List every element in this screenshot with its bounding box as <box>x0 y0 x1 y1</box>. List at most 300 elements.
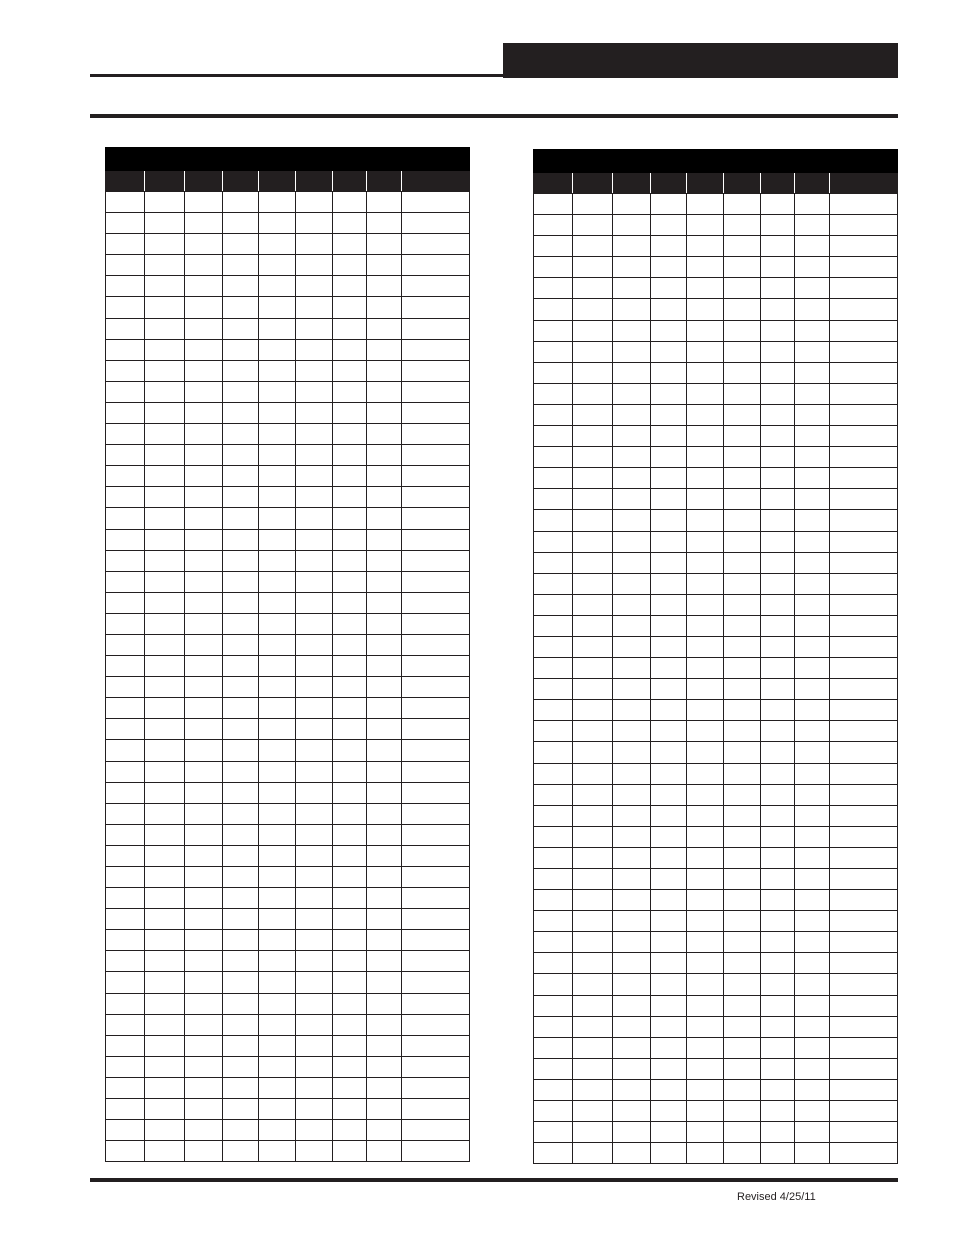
table-cell <box>145 719 185 740</box>
table-cell <box>761 1143 795 1164</box>
table-cell <box>367 424 402 445</box>
table-cell <box>795 658 830 679</box>
table-cell <box>259 487 296 508</box>
table-cell <box>333 255 367 276</box>
header-rule <box>90 74 504 77</box>
table-cell <box>761 278 795 299</box>
table-row <box>106 845 470 866</box>
table-cell <box>830 362 898 383</box>
table-row <box>106 782 470 803</box>
table-cell <box>534 1058 573 1079</box>
table-cell <box>333 1120 367 1141</box>
table-cell <box>613 890 651 911</box>
table-row <box>534 1079 898 1100</box>
table-cell <box>367 719 402 740</box>
table-cell <box>296 845 333 866</box>
table-cell <box>367 529 402 550</box>
table-cell <box>724 932 761 953</box>
table-cell <box>613 468 651 489</box>
table-cell <box>259 1035 296 1056</box>
table-cell <box>795 468 830 489</box>
table-cell <box>830 404 898 425</box>
table-cell <box>185 550 223 571</box>
table-cell <box>830 615 898 636</box>
table-cell <box>830 320 898 341</box>
table-cell <box>613 700 651 721</box>
table-cell <box>534 700 573 721</box>
table-cell <box>106 867 145 888</box>
table-row <box>106 888 470 909</box>
table-cell <box>145 677 185 698</box>
table-cell <box>223 466 259 487</box>
table-cell <box>367 613 402 634</box>
table-cell <box>145 339 185 360</box>
table-cell <box>402 381 470 402</box>
table-cell <box>724 489 761 510</box>
table-cell <box>367 571 402 592</box>
table-cell <box>795 510 830 531</box>
table-cell <box>367 466 402 487</box>
table-cell <box>795 320 830 341</box>
table-cell <box>573 1101 613 1122</box>
table-cell <box>687 1016 724 1037</box>
table-cell <box>613 215 651 236</box>
table-cell <box>185 339 223 360</box>
table-cell <box>724 362 761 383</box>
table-cell <box>185 613 223 634</box>
table-cell <box>534 278 573 299</box>
table-cell <box>651 383 687 404</box>
table-cell <box>534 658 573 679</box>
table-cell <box>367 1141 402 1162</box>
table-row <box>106 381 470 402</box>
table-cell <box>333 529 367 550</box>
table-cell <box>106 719 145 740</box>
table-cell <box>402 656 470 677</box>
table-cell <box>761 468 795 489</box>
table-row <box>106 634 470 655</box>
table-cell <box>830 1122 898 1143</box>
table-cell <box>296 318 333 339</box>
table-cell <box>185 424 223 445</box>
table-cell <box>761 362 795 383</box>
table-cell <box>651 721 687 742</box>
table-cell <box>185 1077 223 1098</box>
table-cell <box>613 847 651 868</box>
table-cell <box>795 1058 830 1079</box>
table-cell <box>402 761 470 782</box>
table-cell <box>333 909 367 930</box>
table-cell <box>106 466 145 487</box>
table-cell <box>367 1056 402 1077</box>
table-cell <box>761 742 795 763</box>
table-cell <box>613 320 651 341</box>
table-cell <box>333 782 367 803</box>
table-cell <box>296 487 333 508</box>
table-cell <box>259 213 296 234</box>
table-row <box>534 826 898 847</box>
table-cell <box>651 341 687 362</box>
table-cell <box>333 424 367 445</box>
table-cell <box>724 278 761 299</box>
table-cell <box>259 824 296 845</box>
table-cell <box>795 636 830 657</box>
table-cell <box>106 677 145 698</box>
table-cell <box>402 803 470 824</box>
table-cell <box>573 531 613 552</box>
table-cell <box>573 468 613 489</box>
table-cell <box>145 255 185 276</box>
table-cell <box>830 869 898 890</box>
table-cell <box>145 402 185 423</box>
table-cell <box>724 552 761 573</box>
table-cell <box>259 297 296 318</box>
left-table-header <box>106 171 470 192</box>
table-cell <box>223 381 259 402</box>
table-cell <box>402 867 470 888</box>
table-cell <box>185 213 223 234</box>
table-cell <box>573 953 613 974</box>
table-cell <box>106 550 145 571</box>
table-cell <box>573 215 613 236</box>
table-row <box>106 1141 470 1162</box>
table-cell <box>185 255 223 276</box>
table-cell <box>830 700 898 721</box>
table-cell <box>830 911 898 932</box>
table-cell <box>534 615 573 636</box>
table-cell <box>106 951 145 972</box>
table-cell <box>534 383 573 404</box>
table-cell <box>573 847 613 868</box>
table-cell <box>367 930 402 951</box>
table-cell <box>830 299 898 320</box>
table-cell <box>613 721 651 742</box>
table-row <box>106 592 470 613</box>
table-cell <box>613 826 651 847</box>
table-cell <box>795 531 830 552</box>
table-cell <box>724 679 761 700</box>
table-cell <box>259 1077 296 1098</box>
table-cell <box>534 1122 573 1143</box>
table-cell <box>687 721 724 742</box>
table-cell <box>223 845 259 866</box>
table-row <box>534 468 898 489</box>
table-cell <box>761 953 795 974</box>
table-cell <box>367 634 402 655</box>
table-cell <box>534 362 573 383</box>
table-cell <box>687 826 724 847</box>
table-cell <box>106 845 145 866</box>
table-cell <box>651 1122 687 1143</box>
table-cell <box>724 953 761 974</box>
table-cell <box>259 867 296 888</box>
table-cell <box>651 763 687 784</box>
table-cell <box>402 909 470 930</box>
table-cell <box>651 468 687 489</box>
table-cell <box>830 784 898 805</box>
table-cell <box>333 1056 367 1077</box>
table-cell <box>185 487 223 508</box>
table-cell <box>185 634 223 655</box>
table-cell <box>106 424 145 445</box>
table-cell <box>573 742 613 763</box>
table-cell <box>367 1014 402 1035</box>
table-cell <box>651 573 687 594</box>
table-cell <box>145 550 185 571</box>
table-cell <box>259 1141 296 1162</box>
table-cell <box>223 740 259 761</box>
table-row <box>534 594 898 615</box>
table-cell <box>651 784 687 805</box>
table-cell <box>724 320 761 341</box>
table-cell <box>795 869 830 890</box>
table-cell <box>106 972 145 993</box>
table-cell <box>687 636 724 657</box>
table-cell <box>106 761 145 782</box>
table-cell <box>402 529 470 550</box>
table-cell <box>259 1014 296 1035</box>
table-cell <box>185 381 223 402</box>
header-cell <box>687 173 724 194</box>
table-cell <box>651 636 687 657</box>
table-cell <box>651 278 687 299</box>
table-cell <box>106 318 145 339</box>
table-cell <box>795 194 830 215</box>
table-cell <box>402 1141 470 1162</box>
table-row <box>534 953 898 974</box>
table-cell <box>795 215 830 236</box>
right-address-table <box>533 149 898 1164</box>
table-cell <box>687 447 724 468</box>
table-cell <box>402 445 470 466</box>
table-cell <box>724 721 761 742</box>
table-cell <box>259 909 296 930</box>
table-cell <box>106 698 145 719</box>
table-row <box>534 257 898 278</box>
table-cell <box>687 531 724 552</box>
table-cell <box>145 445 185 466</box>
table-cell <box>367 381 402 402</box>
table-cell <box>830 1101 898 1122</box>
table-cell <box>651 995 687 1016</box>
table-cell <box>761 1079 795 1100</box>
table-cell <box>830 341 898 362</box>
table-cell <box>795 1143 830 1164</box>
table-cell <box>106 1035 145 1056</box>
table-cell <box>651 615 687 636</box>
table-cell <box>223 698 259 719</box>
table-cell <box>651 1101 687 1122</box>
table-cell <box>651 215 687 236</box>
table-cell <box>333 213 367 234</box>
table-row <box>534 1122 898 1143</box>
header-cell <box>402 171 470 192</box>
table-cell <box>687 615 724 636</box>
table-cell <box>534 426 573 447</box>
table-cell <box>185 276 223 297</box>
table-cell <box>106 234 145 255</box>
table-cell <box>830 194 898 215</box>
table-cell <box>402 613 470 634</box>
table-cell <box>573 1079 613 1100</box>
table-cell <box>651 362 687 383</box>
table-cell <box>296 529 333 550</box>
table-cell <box>145 424 185 445</box>
table-cell <box>259 1120 296 1141</box>
table-cell <box>223 297 259 318</box>
table-cell <box>573 447 613 468</box>
table-cell <box>613 489 651 510</box>
table-cell <box>613 1037 651 1058</box>
table-cell <box>367 677 402 698</box>
table-cell <box>145 318 185 339</box>
table-cell <box>223 1077 259 1098</box>
table-cell <box>333 698 367 719</box>
table-cell <box>106 381 145 402</box>
table-cell <box>259 613 296 634</box>
table-cell <box>724 531 761 552</box>
table-cell <box>223 424 259 445</box>
table-cell <box>333 867 367 888</box>
table-cell <box>367 993 402 1014</box>
table-cell <box>613 911 651 932</box>
table-cell <box>573 1037 613 1058</box>
table-cell <box>185 192 223 213</box>
table-cell <box>613 615 651 636</box>
table-cell <box>724 215 761 236</box>
table-cell <box>402 424 470 445</box>
table-row <box>106 1014 470 1035</box>
table-cell <box>724 468 761 489</box>
table-cell <box>651 1058 687 1079</box>
table-cell <box>223 360 259 381</box>
table-cell <box>761 426 795 447</box>
table-row <box>534 320 898 341</box>
table-cell <box>106 297 145 318</box>
table-cell <box>296 972 333 993</box>
table-cell <box>613 636 651 657</box>
table-cell <box>534 932 573 953</box>
table-row <box>534 763 898 784</box>
table-cell <box>651 847 687 868</box>
table-cell <box>795 552 830 573</box>
table-cell <box>573 299 613 320</box>
table-row <box>534 194 898 215</box>
table-cell <box>795 278 830 299</box>
table-cell <box>651 1037 687 1058</box>
table-cell <box>687 679 724 700</box>
table-cell <box>687 742 724 763</box>
table-cell <box>223 1141 259 1162</box>
table-cell <box>534 869 573 890</box>
table-row <box>534 615 898 636</box>
table-cell <box>259 634 296 655</box>
table-cell <box>724 341 761 362</box>
table-cell <box>367 487 402 508</box>
table-row <box>534 721 898 742</box>
table-cell <box>402 740 470 761</box>
table-cell <box>367 276 402 297</box>
table-cell <box>761 404 795 425</box>
table-cell <box>534 911 573 932</box>
table-cell <box>296 1141 333 1162</box>
header-cell <box>296 171 333 192</box>
table-cell <box>761 320 795 341</box>
table-cell <box>259 529 296 550</box>
table-cell <box>761 826 795 847</box>
table-cell <box>367 782 402 803</box>
table-cell <box>830 826 898 847</box>
table-cell <box>651 700 687 721</box>
table-cell <box>106 634 145 655</box>
table-cell <box>534 531 573 552</box>
table-cell <box>367 592 402 613</box>
table-cell <box>534 215 573 236</box>
table-cell <box>333 571 367 592</box>
table-cell <box>573 869 613 890</box>
table-cell <box>223 1120 259 1141</box>
table-cell <box>333 276 367 297</box>
table-cell <box>534 552 573 573</box>
table-cell <box>534 1101 573 1122</box>
table-cell <box>687 299 724 320</box>
table-cell <box>259 740 296 761</box>
table-cell <box>687 1037 724 1058</box>
table-cell <box>761 510 795 531</box>
table-cell <box>613 932 651 953</box>
table-cell <box>761 257 795 278</box>
table-cell <box>223 1014 259 1035</box>
table-cell <box>185 571 223 592</box>
table-cell <box>687 341 724 362</box>
table-row <box>106 424 470 445</box>
table-cell <box>185 1120 223 1141</box>
table-cell <box>145 466 185 487</box>
table-cell <box>687 510 724 531</box>
table-cell <box>534 679 573 700</box>
table-row <box>106 339 470 360</box>
table-cell <box>145 1141 185 1162</box>
table-cell <box>795 404 830 425</box>
table-cell <box>185 360 223 381</box>
table-cell <box>724 1122 761 1143</box>
table-cell <box>333 318 367 339</box>
table-row <box>106 1120 470 1141</box>
table-cell <box>687 552 724 573</box>
table-cell <box>145 972 185 993</box>
table-cell <box>106 803 145 824</box>
table-cell <box>296 234 333 255</box>
table-cell <box>724 742 761 763</box>
table-cell <box>687 320 724 341</box>
table-row <box>534 890 898 911</box>
table-cell <box>761 299 795 320</box>
table-cell <box>145 360 185 381</box>
table-cell <box>296 677 333 698</box>
table-cell <box>724 194 761 215</box>
table-row <box>534 974 898 995</box>
table-cell <box>830 447 898 468</box>
table-cell <box>613 1143 651 1164</box>
table-cell <box>651 658 687 679</box>
table-row <box>106 761 470 782</box>
table-cell <box>687 911 724 932</box>
table-row <box>106 255 470 276</box>
table-cell <box>185 656 223 677</box>
table-cell <box>367 1035 402 1056</box>
table-row <box>534 489 898 510</box>
table-cell <box>795 932 830 953</box>
